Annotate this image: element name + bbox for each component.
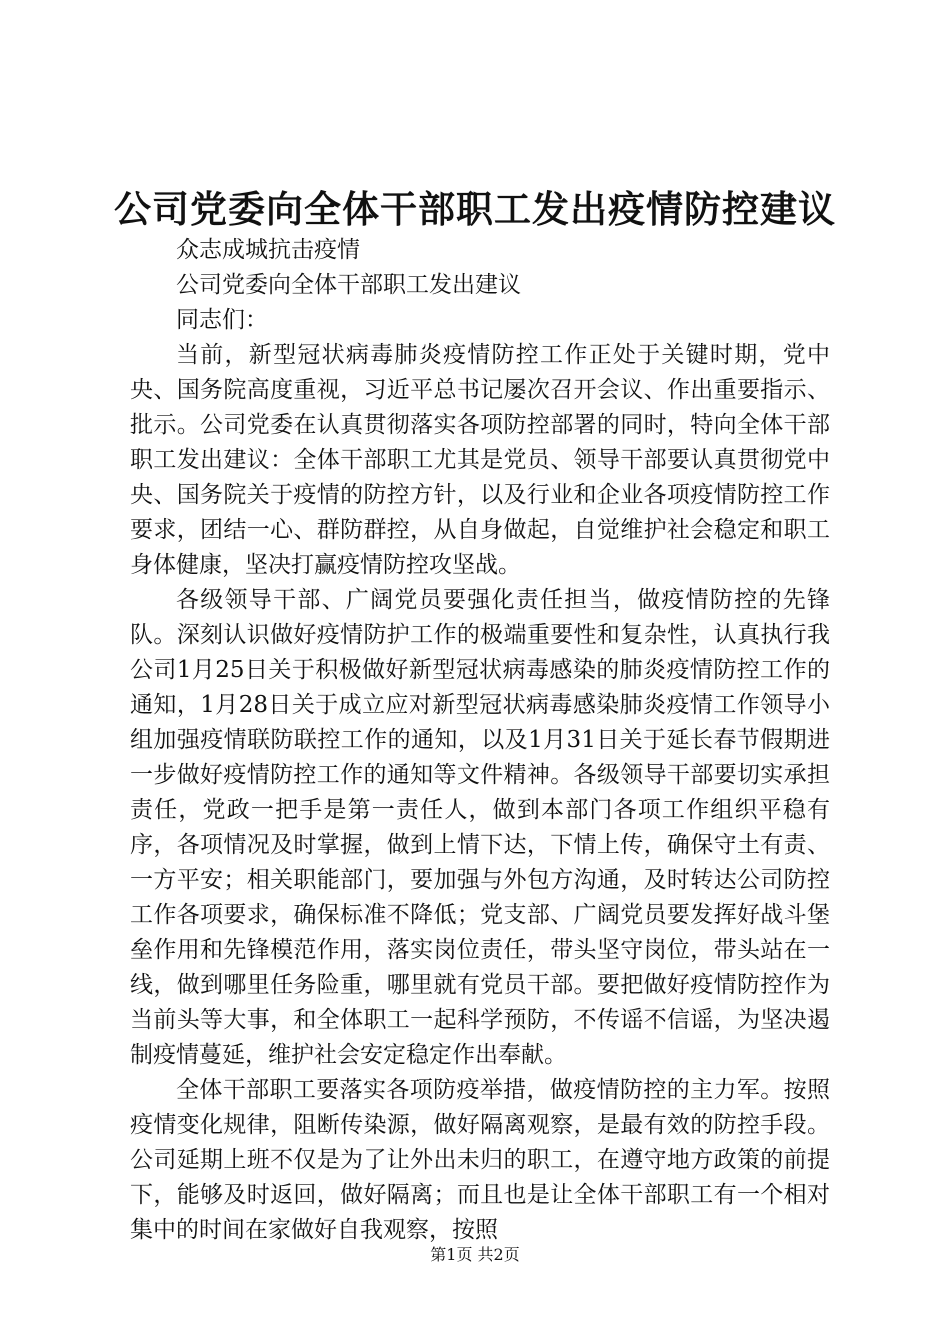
document-title: 公司党委向全体干部职工发出疫情防控建议 bbox=[114, 187, 836, 231]
page-number-footer: 第1页 共2页 bbox=[430, 1245, 520, 1264]
subtitle-line: 公司党委向全体干部职工发出建议 bbox=[176, 272, 521, 298]
paragraph: 各级领导干部、广阔党员要强化责任担当，做疫情防控的先锋队。深刻认识做好疫情防护工作的极端重要性和复杂性，认真执行我公司1月25日关于积极做好新型冠状病毒感染的肺炎疫情防控工作的通知，1月28日关于成立应对新型冠状病毒感染肺炎疫情工作领导小组加强疫情联防联控工作的通知，以及1月31日关于延长春节假期进一步做好疫情防控工作的通知等文件精神。各级领导干部要切实承担责任，党政一把手是第一责任人，做到本部门各项工作组织平稳有序，各项情况及时掌握，做到上情下达，下情上传，确保守土有责、一方平安；相关职能部门，要加强与外包方沟通，及时转达公司防控工作各项要求，确保标准不降低；党支部、广阔党员要发挥好战斗堡垒作用和先锋模范作用，落实岗位责任，带头坚守岗位，带头站在一线，做到哪里任务险重，哪里就有党员干部。要把做好疫情防控作为当前头等大事，和全体职工一起科学预防，不传谣不信谣，为坚决遏制疫情蔓延，维护社会安定稳定作出奉献。 bbox=[130, 587, 830, 1068]
paragraph: 全体干部职工要落实各项防疫举措，做疫情防控的主力军。按照疫情变化规律，阻断传染源，做好隔离观察，是最有效的防控手段。公司延期上班不仅是为了让外出未归的职工，在遵守地方政策的前提下，能够及时返回，做好隔离；而且也是让全体干部职工有一个相对集中的时间在家做好自我观察，按照 bbox=[130, 1077, 830, 1243]
salutation: 同志们： bbox=[176, 307, 268, 333]
subtitle-line: 众志成城抗击疫情 bbox=[176, 237, 360, 263]
document-body bbox=[130, 233, 830, 1248]
paragraph: 当前，新型冠状病毒肺炎疫情防控工作正处于关键时期，党中央、国务院高度重视，习近平总书记屡次召开会议、作出重要指示、批示。公司党委在认真贯彻落实各项防控部署的同时，特向全体干部职工发出建议：全体干部职工尤其是党员、领导干部要认真贯彻党中央、国务院关于疫情的防控方针，以及行业和企业各项疫情防控工作要求，团结一心、群防群控，从自身做起，自觉维护社会稳定和职工身体健康，坚决打赢疫情防控攻坚战。 bbox=[130, 342, 830, 578]
